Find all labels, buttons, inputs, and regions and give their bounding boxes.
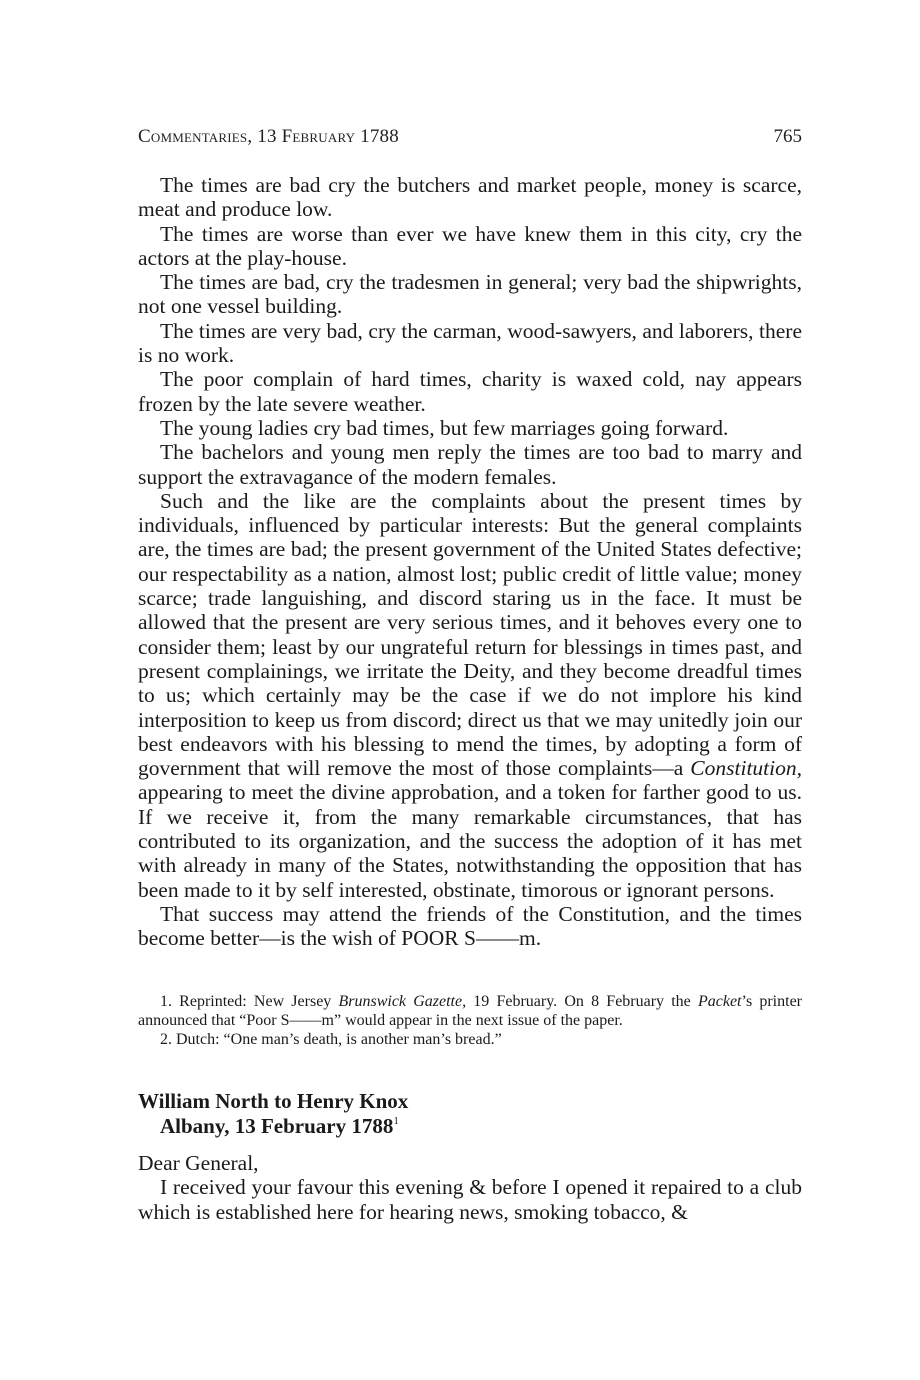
italic-title: Packet xyxy=(697,993,742,1010)
running-header xyxy=(138,124,802,150)
document-heading xyxy=(138,1089,802,1139)
dateline-text: Albany, 13 February 1788 xyxy=(160,1114,394,1138)
letter-body xyxy=(138,1151,802,1224)
paragraph: The times are bad, cry the tradesmen in general; very bad the shipwrights, not one vessel building. xyxy=(138,270,802,319)
footnote-1 xyxy=(138,992,802,1030)
paragraph: The times are worse than ever we have knew them in this city, cry the actors at the play-house. xyxy=(138,221,802,270)
footnotes xyxy=(138,992,802,1049)
paragraph: The young ladies cry bad times, but few marriages going forward. xyxy=(160,415,729,440)
paragraph: The poor complain of hard times, charity is waxed cold, nay appears frozen by the late severe weather. xyxy=(138,367,802,416)
running-head: Commentaries, 13 February 1788 xyxy=(138,126,399,147)
heading-dateline xyxy=(138,1114,802,1139)
text-run: ’s printer announced that “Poor S——m” would appear in the next issue of the paper. xyxy=(138,993,803,1029)
paragraph: The bachelors and young men reply the times are too bad to marry and support the extravagance of the modern females. xyxy=(138,440,802,489)
text-run: Such and the like are the complaints about the present times by individuals, influenced by particular interests: But the general complaints are, the times are bad; the present government of the United States defective; our respectability as a nation, almost lost; public credit of little value; money scarce; trade languishing, and discord staring us in the face. It must be allowed that the present are very serious times, and it behoves every one to consider them; least by our ungrateful return for blessings in times past, and present complainings, we irritate the Deity, and they become dreadful times to us; which certainly may be the case if we do not implore his kind interposition to keep us from discord; direct us that we may unitedly join our best endeavors with his blessing to mend the times, by adopting a form of government that will remove the most of those complaints—a xyxy=(138,488,802,781)
paragraph: The times are very bad, cry the carman, wood-sawyers, and laborers, there is no work. xyxy=(138,318,802,368)
footnote-2: 2. Dutch: “One man’s death, is another man’s bread.” xyxy=(160,1031,502,1048)
page-number: 765 xyxy=(773,126,802,147)
paragraph: The times are bad cry the butchers and market people, money is scarce, meat and produce low. xyxy=(138,173,802,222)
letter-paragraph: I received your favour this evening & before I opened it repaired to a club which is established here for hearing news, smoking tobacco, & xyxy=(138,1175,802,1224)
heading-title: William North to Henry Knox xyxy=(138,1089,409,1113)
text-run: 1. Reprinted: New Jersey xyxy=(160,993,339,1010)
italic-title: Brunswick Gazette, xyxy=(338,993,467,1010)
article-body xyxy=(138,173,802,951)
closing-paragraph: That success may attend the friends of the Constitution, and the times become better—is the wish of POOR S——m. xyxy=(138,901,802,951)
paragraph-long xyxy=(138,489,802,902)
italic-constitution: Constitution, xyxy=(690,756,802,781)
text-run: appearing to meet the divine approbation, and a token for farther good to us. If we receive it, from the many remarkable circumstances, that has contributed to its organization, and the success the adoption of it has met with already in many of the States, notwithstanding the opposition that has been made to it by self interested, obstinate, timorous or ignorant persons. xyxy=(138,780,802,902)
note-reference: 1 xyxy=(393,1115,399,1127)
text-run: 19 February. On 8 February the xyxy=(466,993,698,1010)
salutation: Dear General, xyxy=(138,1151,259,1175)
